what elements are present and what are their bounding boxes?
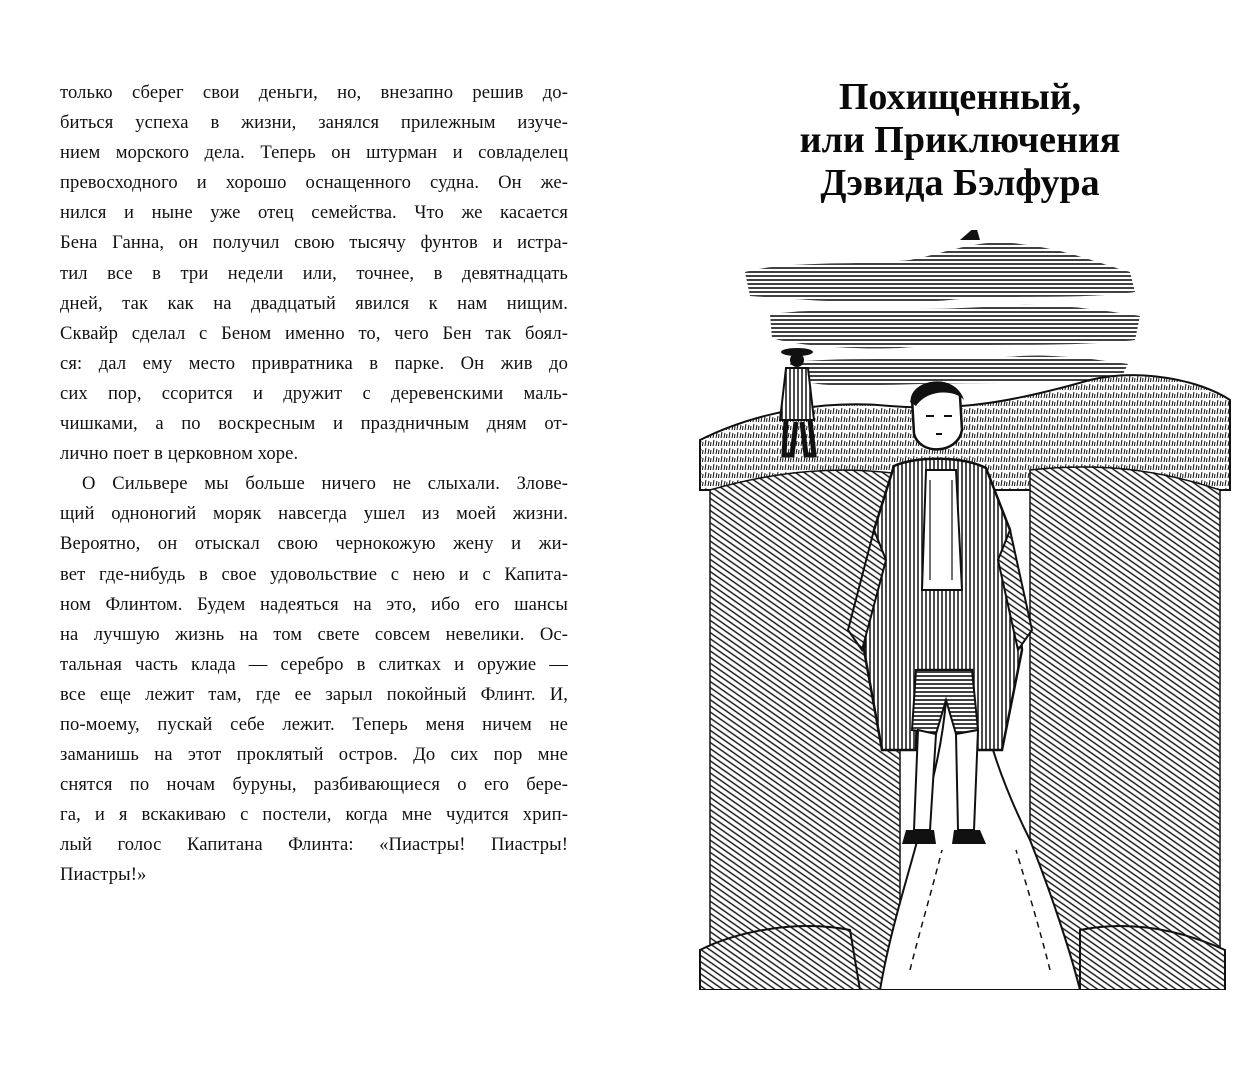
text-line: О Сильвере мы больше ничего не слыхали. Злове- xyxy=(82,473,568,495)
text-line: тальная часть клада — серебро в слитках и оружие — xyxy=(60,653,568,675)
text-line: на лучшую жизнь на том свете совсем невелики. Ос- xyxy=(60,623,568,645)
text-line: только сберег свои деньги, но, внезапно решив до- xyxy=(60,82,568,103)
right-page xyxy=(680,0,1240,1080)
title-line: Похищенный, xyxy=(838,76,1082,118)
text-line: превосходного и хорошо оснащенного судна. Он же- xyxy=(60,172,568,194)
text-line: Вероятно, он отыскал свою чернокожую жену и жи- xyxy=(60,533,568,555)
text-line: лый голос Капитана Флинта: «Пиастры! Пиастры! xyxy=(60,834,568,856)
text-line: заманишь на этот проклятый остров. До сих пор мне xyxy=(60,744,568,766)
text-line: ся: дал ему место привратника в парке. Он жив до xyxy=(60,352,568,374)
text-line: ном Флинтом. Будем надеяться на это, ибо его шансы xyxy=(60,593,568,615)
paragraph xyxy=(60,78,568,469)
engraving-illustration xyxy=(680,230,1240,990)
text-line: сих пор, ссорится и дружит с деревенскими маль- xyxy=(60,382,568,404)
title-line: или Приключения xyxy=(799,119,1121,161)
text-line: дней, так как на двадцатый явился к нам нищим. xyxy=(60,292,568,314)
clouds xyxy=(745,230,1140,386)
text-line: Бена Ганна, он получил свою тысячу фунтов и истра- xyxy=(60,232,568,254)
title-line: Дэвида Бэлфура xyxy=(820,162,1100,204)
text-line: га, и я вскакиваю с постели, когда мне чудится хрип- xyxy=(60,804,568,826)
chapter-title xyxy=(680,76,1240,205)
text-line: нился и ныне уже отец семейства. Что же касается xyxy=(60,202,568,224)
text-line: чишками, а по воскресным и праздничным дням от- xyxy=(60,413,568,435)
text-line: щий одноногий моряк навсегда ушел из моей жизни. xyxy=(60,503,568,525)
paragraph xyxy=(60,469,568,890)
text-line: нием морского дела. Теперь он штурман и совладелец xyxy=(60,142,568,164)
text-line: все еще лежит там, где ее зарыл покойный Флинт. И, xyxy=(60,683,568,705)
left-page-text xyxy=(60,78,568,891)
text-line: вет где-нибудь в свое удовольствие с нею и с Капита- xyxy=(60,563,568,585)
text-line: снятся по ночам буруны, разбивающиеся о его бере- xyxy=(60,774,568,796)
text-line: по-моему, пускай себе лежит. Теперь меня ничем не xyxy=(60,713,568,735)
text-line: лично поет в церковном хоре. xyxy=(60,443,299,465)
illustration-drawing xyxy=(680,230,1240,990)
text-line: тил все в три недели или, точнее, в девятнадцать xyxy=(60,262,568,284)
text-line: биться успеха в жизни, занялся прилежным изуче- xyxy=(60,112,568,134)
text-line: Пиастры!» xyxy=(60,864,147,886)
text-line: Сквайр сделал с Беном именно то, чего Бен так боял- xyxy=(60,322,568,344)
